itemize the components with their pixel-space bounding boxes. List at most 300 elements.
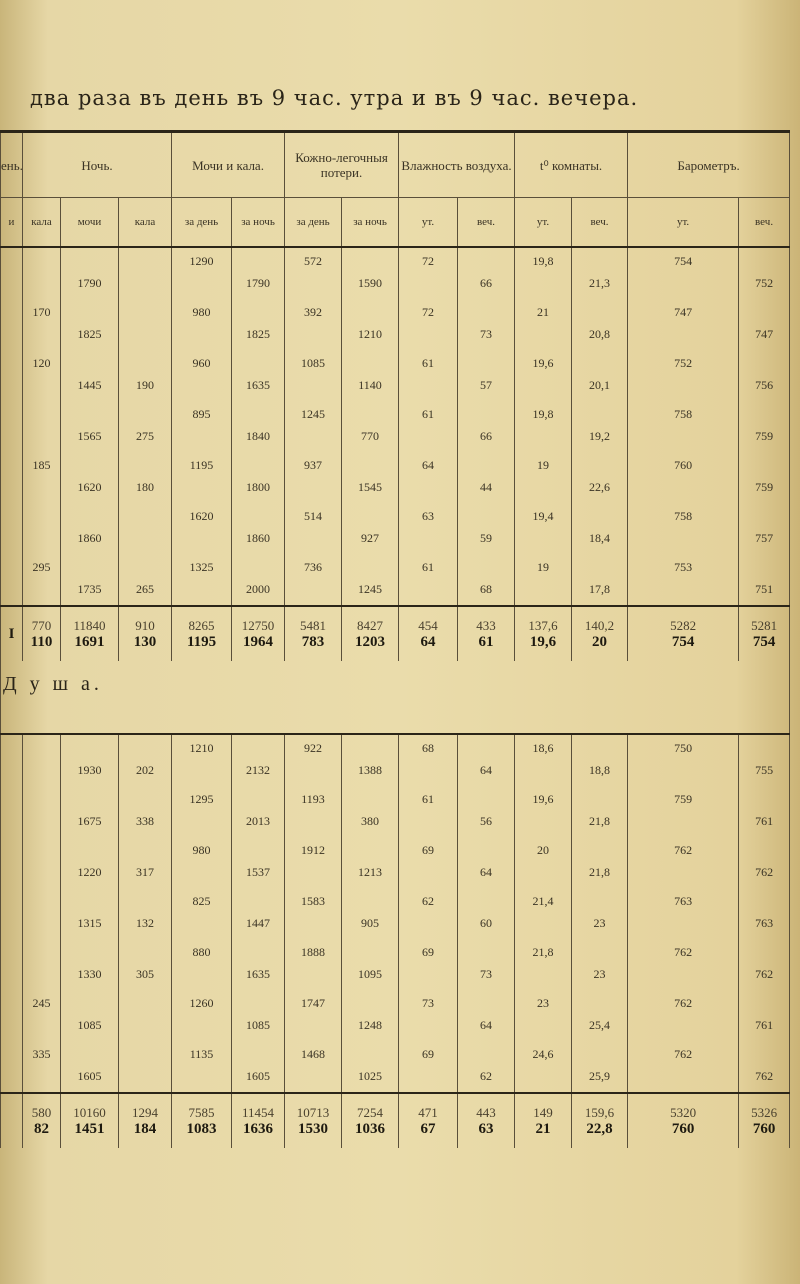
cell-un — [232, 837, 285, 888]
value-hm: 69 — [422, 1047, 435, 1061]
cell-tm — [515, 503, 572, 554]
cell-bm — [628, 939, 739, 990]
total-average: 67 — [420, 1120, 436, 1137]
cell-tm — [515, 786, 572, 837]
total-average: 760 — [752, 1120, 776, 1137]
value-he: 57 — [480, 378, 493, 392]
subheader-evening2: веч. — [572, 198, 628, 248]
cell-be — [739, 888, 790, 939]
cell-he — [458, 299, 515, 350]
cell-be — [739, 786, 790, 837]
subheader-feces: кала — [119, 198, 172, 248]
cell-feces — [119, 786, 172, 837]
value-ud: 960 — [192, 356, 211, 370]
cell-c1 — [23, 786, 61, 837]
cell-c1 — [23, 1041, 61, 1093]
header-night: Ночь. — [23, 132, 172, 198]
cell-hm — [399, 247, 458, 299]
cell-sn — [342, 990, 399, 1041]
table-row — [1, 837, 790, 888]
value-un: 1825 — [246, 327, 271, 341]
value-be: 763 — [755, 916, 774, 930]
total-he — [458, 1093, 515, 1148]
cell-be — [739, 554, 790, 606]
table-row — [1, 401, 790, 452]
value-sn: 1545 — [358, 480, 383, 494]
value-bm: 750 — [674, 741, 693, 755]
value-te: 21,3 — [589, 276, 611, 290]
value-te: 23 — [593, 916, 606, 930]
value-hm: 72 — [422, 254, 435, 268]
value-sn: 1245 — [358, 582, 383, 596]
table-row — [1, 734, 790, 786]
cell-hm — [399, 786, 458, 837]
value-he: 64 — [480, 1018, 493, 1032]
value-urine: 1620 — [77, 480, 102, 494]
total-average: 63 — [478, 1120, 494, 1137]
value-sd: 922 — [304, 741, 323, 755]
value-be: 759 — [755, 429, 774, 443]
cell-tm — [515, 837, 572, 888]
value-sd: 736 — [304, 560, 323, 574]
value-be: 761 — [755, 814, 774, 828]
cell-bm — [628, 247, 739, 299]
total-hm — [399, 606, 458, 661]
cell-sn — [342, 554, 399, 606]
table-row — [1, 452, 790, 503]
totals-row — [1, 1093, 790, 1148]
value-feces: 275 — [136, 429, 155, 443]
value-he: 73 — [480, 327, 493, 341]
cell-feces — [119, 299, 172, 350]
value-urine: 1790 — [77, 276, 102, 290]
value-be: 762 — [755, 967, 774, 981]
cell-ud — [172, 554, 232, 606]
cell-he — [458, 837, 515, 888]
value-urine: 1860 — [77, 531, 102, 545]
header-skin-lung: Кожно-легочныя потери. — [285, 132, 399, 198]
cell-sn — [342, 939, 399, 990]
value-te: 25,4 — [589, 1018, 611, 1032]
total-sum: 10160 — [73, 1104, 106, 1120]
total-be — [739, 606, 790, 661]
cell-un — [232, 503, 285, 554]
cell-ud — [172, 888, 232, 939]
value-tm: 19,4 — [532, 509, 554, 523]
value-ud: 980 — [192, 305, 211, 319]
cell-bm — [628, 990, 739, 1041]
cell-c0 — [1, 452, 23, 503]
value-un: 1635 — [246, 967, 271, 981]
value-hm: 69 — [422, 945, 435, 959]
cell-ud — [172, 734, 232, 786]
total-average: 754 — [752, 633, 776, 650]
cell-tm — [515, 299, 572, 350]
value-te: 23 — [593, 967, 606, 981]
value-urine: 1445 — [77, 378, 102, 392]
cell-c0 — [1, 990, 23, 1041]
cell-c1 — [23, 888, 61, 939]
cell-sd — [285, 350, 342, 401]
value-ud: 1195 — [189, 458, 214, 472]
value-sn: 380 — [361, 814, 380, 828]
total-sum: 159,6 — [584, 1104, 615, 1120]
value-bm: 752 — [674, 356, 693, 370]
total-sum: 7254 — [357, 1104, 384, 1120]
value-tm: 19 — [537, 560, 550, 574]
total-c1 — [23, 606, 61, 661]
value-bm: 762 — [674, 945, 693, 959]
value-ud: 880 — [192, 945, 211, 959]
cell-sn — [342, 247, 399, 299]
cell-hm — [399, 990, 458, 1041]
cell-hm — [399, 350, 458, 401]
cell-sd — [285, 503, 342, 554]
total-average: 82 — [34, 1120, 49, 1137]
cell-ud — [172, 503, 232, 554]
cell-he — [458, 503, 515, 554]
cell-bm — [628, 299, 739, 350]
value-bm: 762 — [674, 996, 693, 1010]
value-c1: 185 — [32, 458, 51, 472]
value-he: 64 — [480, 763, 493, 777]
value-bm: 753 — [674, 560, 693, 574]
value-be: 756 — [755, 378, 774, 392]
cell-c1 — [23, 247, 61, 299]
cell-tm — [515, 888, 572, 939]
cell-hm — [399, 554, 458, 606]
total-sn — [342, 1093, 399, 1148]
value-ud: 1135 — [189, 1047, 214, 1061]
value-hm: 62 — [422, 894, 435, 908]
value-sd: 1888 — [301, 945, 326, 959]
table-row — [1, 299, 790, 350]
total-average: 21 — [535, 1120, 551, 1137]
value-feces: 190 — [136, 378, 155, 392]
subheader-morning: ут. — [399, 198, 458, 248]
cell-c1 — [23, 734, 61, 786]
cell-te — [572, 299, 628, 350]
cell-he — [458, 990, 515, 1041]
cell-te — [572, 554, 628, 606]
cell-te — [572, 350, 628, 401]
value-bm: 759 — [674, 792, 693, 806]
value-hm: 73 — [422, 996, 435, 1010]
value-te: 20,1 — [589, 378, 611, 392]
value-tm: 21,8 — [532, 945, 554, 959]
value-un: 1800 — [246, 480, 271, 494]
cell-tm — [515, 554, 572, 606]
value-sd: 1468 — [301, 1047, 326, 1061]
section-cell — [1, 661, 790, 734]
value-un: 2000 — [246, 582, 271, 596]
total-tm — [515, 606, 572, 661]
cell-c0 — [1, 786, 23, 837]
cell-bm — [628, 401, 739, 452]
cell-urine — [61, 734, 119, 786]
cell-sd — [285, 247, 342, 299]
total-average: 184 — [133, 1120, 157, 1137]
cell-ud — [172, 990, 232, 1041]
value-te: 21,8 — [589, 814, 611, 828]
cell-c0 — [1, 734, 23, 786]
value-te: 22,6 — [589, 480, 611, 494]
cell-c0 — [1, 837, 23, 888]
value-un: 1085 — [246, 1018, 271, 1032]
total-sn — [342, 606, 399, 661]
value-urine: 1735 — [77, 582, 102, 596]
header-humidity: Влажность воздуха. — [399, 132, 515, 198]
total-sd — [285, 606, 342, 661]
total-sd — [285, 1093, 342, 1148]
cell-c1 — [23, 452, 61, 503]
table-row — [1, 503, 790, 554]
cell-tm — [515, 734, 572, 786]
value-ud: 1620 — [189, 509, 214, 523]
cell-sn — [342, 734, 399, 786]
cell-urine — [61, 350, 119, 401]
total-sum: 7585 — [188, 1104, 215, 1120]
cell-un — [232, 401, 285, 452]
header-room-temp: t⁰ комнаты. — [515, 132, 628, 198]
total-average: 1636 — [243, 1120, 274, 1137]
header-urine-feces: Мочи и кала. — [172, 132, 285, 198]
value-un: 1635 — [246, 378, 271, 392]
total-average: 64 — [420, 633, 436, 650]
header-barometer: Барометръ. — [628, 132, 790, 198]
cell-be — [739, 401, 790, 452]
value-be: 752 — [755, 276, 774, 290]
value-c1: 335 — [32, 1047, 51, 1061]
cell-urine — [61, 837, 119, 888]
cell-un — [232, 990, 285, 1041]
value-un: 2132 — [246, 763, 271, 777]
total-sum: 443 — [476, 1104, 496, 1120]
total-average: 1691 — [74, 633, 105, 650]
cell-be — [739, 503, 790, 554]
total-tm — [515, 1093, 572, 1148]
cell-sn — [342, 888, 399, 939]
cell-c1 — [23, 401, 61, 452]
cell-c1 — [23, 554, 61, 606]
cell-he — [458, 452, 515, 503]
subheader-c0: и — [1, 198, 23, 248]
value-feces: 305 — [136, 967, 155, 981]
cell-tm — [515, 990, 572, 1041]
cell-tm — [515, 350, 572, 401]
cell-hm — [399, 503, 458, 554]
value-tm: 21,4 — [532, 894, 554, 908]
total-sum: 580 — [31, 1104, 52, 1120]
cell-feces — [119, 990, 172, 1041]
value-urine: 1220 — [77, 865, 102, 879]
total-average: 760 — [671, 1120, 695, 1137]
total-sum: 471 — [418, 1104, 438, 1120]
value-tm: 24,6 — [532, 1047, 554, 1061]
value-te: 18,8 — [589, 763, 611, 777]
cell-c1 — [23, 350, 61, 401]
total-average: 1036 — [355, 1120, 386, 1137]
value-bm: 763 — [674, 894, 693, 908]
total-sum: 5282 — [670, 617, 697, 633]
cell-urine — [61, 554, 119, 606]
cell-te — [572, 503, 628, 554]
cell-tm — [515, 939, 572, 990]
cell-ud — [172, 1041, 232, 1093]
value-feces: 132 — [136, 916, 155, 930]
total-average: 1083 — [186, 1120, 217, 1137]
cell-he — [458, 247, 515, 299]
cell-c1 — [23, 299, 61, 350]
value-ud: 1260 — [189, 996, 214, 1010]
value-sd: 1193 — [301, 792, 325, 806]
value-bm: 760 — [674, 458, 693, 472]
cell-be — [739, 990, 790, 1041]
value-he: 59 — [480, 531, 493, 545]
value-bm: 758 — [674, 407, 693, 421]
cell-ud — [172, 452, 232, 503]
observations-table — [0, 130, 790, 1148]
value-tm: 19,8 — [532, 254, 554, 268]
cell-feces — [119, 888, 172, 939]
value-be: 751 — [755, 582, 774, 596]
cell-hm — [399, 299, 458, 350]
cell-feces — [119, 939, 172, 990]
cell-be — [739, 734, 790, 786]
cell-hm — [399, 734, 458, 786]
cell-un — [232, 939, 285, 990]
value-he: 62 — [480, 1069, 493, 1083]
value-te: 18,4 — [589, 531, 611, 545]
cell-sd — [285, 554, 342, 606]
cell-sd — [285, 1041, 342, 1093]
value-un: 1790 — [246, 276, 271, 290]
total-sum: 12750 — [241, 617, 275, 633]
cell-c1 — [23, 503, 61, 554]
value-tm: 19,6 — [532, 356, 554, 370]
cell-c0 — [1, 888, 23, 939]
total-sum: 11840 — [73, 617, 106, 633]
total-sum: 5326 — [751, 1104, 778, 1120]
total-average: 19,6 — [529, 633, 557, 650]
subheader-evening3: веч. — [739, 198, 790, 248]
total-sum: 5281 — [751, 617, 778, 633]
cell-bm — [628, 888, 739, 939]
cell-sn — [342, 350, 399, 401]
cell-c1 — [23, 990, 61, 1041]
total-average: 130 — [133, 633, 157, 650]
total-urine — [61, 606, 119, 661]
value-te: 21,8 — [589, 865, 611, 879]
cell-urine — [61, 503, 119, 554]
value-hm: 61 — [422, 407, 435, 421]
value-bm: 762 — [674, 843, 693, 857]
value-he: 66 — [480, 429, 493, 443]
cell-be — [739, 1041, 790, 1093]
value-ud: 1295 — [189, 792, 214, 806]
value-sd: 937 — [304, 458, 323, 472]
value-hm: 63 — [422, 509, 435, 523]
total-average: 1530 — [298, 1120, 329, 1137]
total-average: 22,8 — [586, 1120, 613, 1137]
table-row — [1, 554, 790, 606]
value-be: 759 — [755, 480, 774, 494]
total-sum: 433 — [476, 617, 496, 633]
cell-sn — [342, 401, 399, 452]
value-te: 17,8 — [589, 582, 611, 596]
cell-te — [572, 401, 628, 452]
value-sn: 1213 — [358, 865, 383, 879]
cell-sd — [285, 837, 342, 888]
total-sum: 149 — [533, 1104, 553, 1120]
total-c0 — [1, 606, 23, 661]
cell-urine — [61, 1041, 119, 1093]
total-sum: 1294 — [132, 1104, 159, 1120]
total-hm — [399, 1093, 458, 1148]
total-average: 783 — [301, 633, 325, 650]
value-sn: 1095 — [358, 967, 383, 981]
total-average: 1203 — [355, 633, 386, 650]
value-urine: 1085 — [77, 1018, 102, 1032]
cell-c0 — [1, 1041, 23, 1093]
table-row — [1, 350, 790, 401]
total-sum: 454 — [418, 617, 438, 633]
value-ud: 1325 — [189, 560, 214, 574]
subheader-night: за ночь — [232, 198, 285, 248]
value-un: 1860 — [246, 531, 271, 545]
cell-sn — [342, 503, 399, 554]
value-un: 1537 — [246, 865, 271, 879]
cell-he — [458, 350, 515, 401]
value-hm: 61 — [422, 792, 435, 806]
total-sum: 770 — [31, 617, 52, 633]
value-be: 757 — [755, 531, 774, 545]
value-tm: 23 — [537, 996, 550, 1010]
value-feces: 338 — [136, 814, 155, 828]
cell-te — [572, 990, 628, 1041]
cell-ud — [172, 939, 232, 990]
cell-c0 — [1, 939, 23, 990]
value-sn: 905 — [361, 916, 380, 930]
cell-c0 — [1, 401, 23, 452]
cell-urine — [61, 786, 119, 837]
table-row — [1, 247, 790, 299]
cell-un — [232, 786, 285, 837]
cell-urine — [61, 247, 119, 299]
cell-sd — [285, 401, 342, 452]
value-hm: 72 — [422, 305, 435, 319]
subheader-morning3: ут. — [628, 198, 739, 248]
value-ud: 980 — [192, 843, 211, 857]
total-sum: 11454 — [242, 1104, 275, 1120]
value-be: 747 — [755, 327, 774, 341]
cell-he — [458, 554, 515, 606]
cell-feces — [119, 350, 172, 401]
value-sn: 1388 — [358, 763, 383, 777]
value-tm: 20 — [537, 843, 550, 857]
subheader-evening: веч. — [458, 198, 515, 248]
cell-c1 — [23, 837, 61, 888]
total-sum: 8427 — [357, 617, 384, 633]
value-be: 755 — [755, 763, 774, 777]
value-tm: 21 — [537, 305, 550, 319]
cell-feces — [119, 401, 172, 452]
value-tm: 19,6 — [532, 792, 554, 806]
cell-hm — [399, 401, 458, 452]
section-title: Д у ш а. — [3, 673, 103, 695]
cell-feces — [119, 452, 172, 503]
value-hm: 69 — [422, 843, 435, 857]
